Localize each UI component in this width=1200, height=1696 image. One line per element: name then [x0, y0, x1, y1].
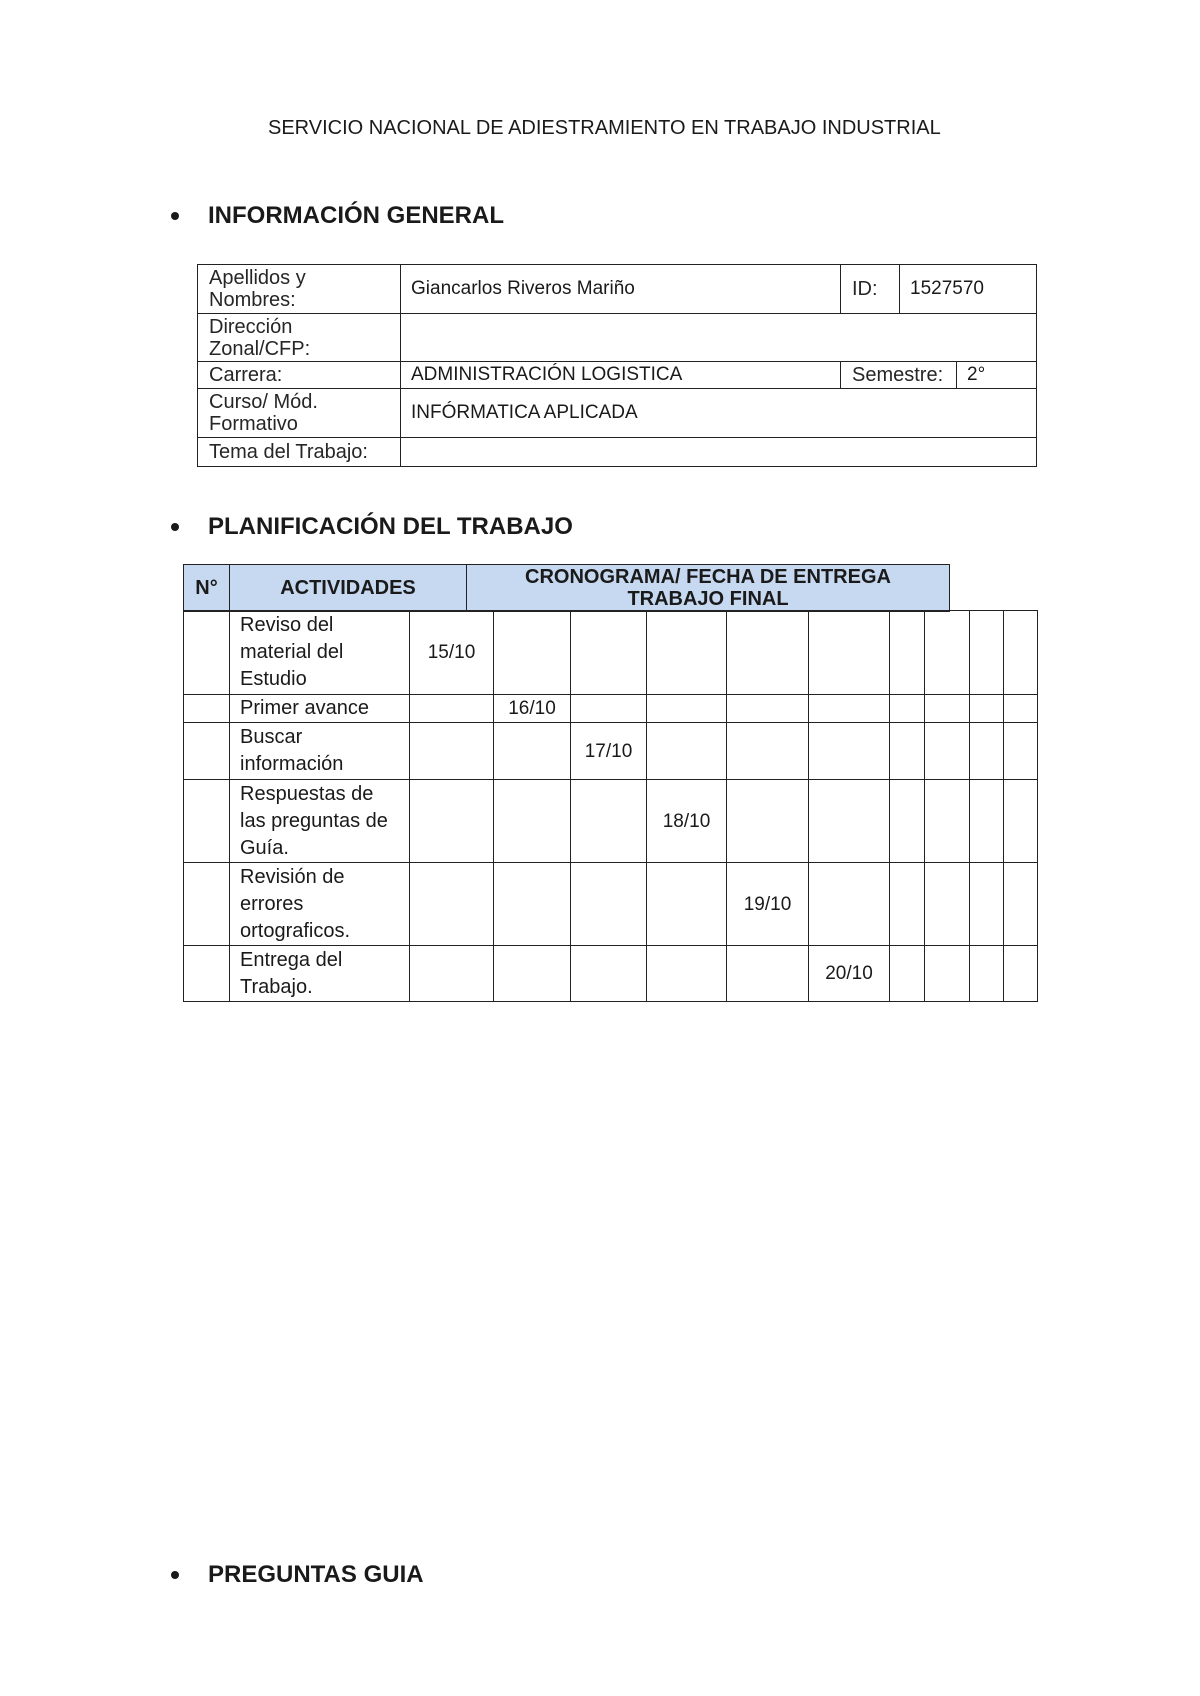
- empty-date-cell: [571, 946, 647, 1002]
- row-number-cell: [184, 611, 230, 695]
- empty-date-cell: [727, 946, 809, 1002]
- empty-date-cell: [925, 863, 970, 946]
- activity-cell: [230, 863, 410, 946]
- general-info-heading: INFORMACIÓN GENERAL: [208, 202, 504, 229]
- course-row: [198, 389, 1037, 438]
- empty-date-cell: [925, 780, 970, 863]
- empty-date-cell: [494, 863, 571, 946]
- row-number-cell: [184, 695, 230, 723]
- empty-date-cell: [890, 695, 925, 723]
- bullet-icon: [171, 212, 179, 220]
- empty-date-cell: [970, 695, 1004, 723]
- schedule-header-row: [184, 565, 950, 612]
- empty-date-cell: [571, 863, 647, 946]
- timeline-column-header: [467, 565, 950, 612]
- empty-date-cell: [647, 946, 727, 1002]
- row-number-cell: [184, 723, 230, 780]
- activities-column-header: ACTIVIDADES: [230, 565, 467, 612]
- delivery-date-cell: 17/10: [571, 723, 647, 780]
- empty-date-cell: [970, 946, 1004, 1002]
- topic-label: Tema del Trabajo:: [198, 438, 401, 467]
- name-row: [198, 265, 1037, 314]
- activity-cell: [230, 780, 410, 863]
- zonal-value: [401, 314, 1037, 362]
- empty-date-cell: [727, 780, 809, 863]
- empty-date-cell: [890, 946, 925, 1002]
- topic-row: [198, 438, 1037, 467]
- empty-date-cell: [809, 863, 890, 946]
- activity-cell: [230, 946, 410, 1002]
- activity-name: Respuestas de las preguntas de Guía.: [240, 782, 388, 859]
- id-label: ID:: [841, 265, 900, 314]
- empty-date-cell: [809, 611, 890, 695]
- career-value: ADMINISTRACIÓN LOGISTICA: [401, 362, 841, 389]
- schedule-header: [183, 564, 950, 612]
- empty-date-cell: [925, 723, 970, 780]
- empty-date-cell: [571, 611, 647, 695]
- empty-date-cell: [925, 695, 970, 723]
- empty-date-cell: [970, 863, 1004, 946]
- career-row: [198, 362, 1037, 389]
- row-number-cell: [184, 863, 230, 946]
- semester-value: 2°: [957, 362, 1037, 389]
- timeline-header-text: CRONOGRAMA/ FECHA DE ENTREGA TRABAJO FINAL: [525, 566, 891, 610]
- bullet-icon: [171, 1571, 179, 1579]
- schedule-rows: [184, 611, 1038, 1002]
- empty-date-cell: [410, 780, 494, 863]
- empty-date-cell: [809, 723, 890, 780]
- empty-date-cell: [925, 611, 970, 695]
- guide-questions-heading: PREGUNTAS GUIA: [208, 1561, 424, 1588]
- empty-date-cell: [647, 695, 727, 723]
- empty-date-cell: [1004, 611, 1038, 695]
- activity-cell: [230, 695, 410, 723]
- course-label: Curso/ Mód. Formativo: [198, 389, 401, 438]
- delivery-date-cell: 19/10: [727, 863, 809, 946]
- empty-date-cell: [890, 611, 925, 695]
- planning-heading: PLANIFICACIÓN DEL TRABAJO: [208, 513, 573, 540]
- empty-date-cell: [890, 863, 925, 946]
- activity-name: Reviso del material del Estudio: [240, 614, 344, 690]
- topic-value: [401, 438, 1037, 467]
- id-value: 1527570: [900, 265, 1037, 314]
- number-column-header: N°: [184, 565, 230, 612]
- empty-date-cell: [494, 946, 571, 1002]
- name-label: Apellidos y Nombres:: [198, 265, 401, 314]
- schedule-row: [184, 946, 1038, 1002]
- course-value: INFÓRMATICA APLICADA: [401, 389, 1037, 438]
- activity-name: Buscar información: [240, 726, 344, 775]
- career-label: Carrera:: [198, 362, 401, 389]
- empty-date-cell: [727, 695, 809, 723]
- delivery-date-cell: 18/10: [647, 780, 727, 863]
- schedule-row: [184, 611, 1038, 695]
- delivery-date-cell: 15/10: [410, 611, 494, 695]
- delivery-date-cell: 16/10: [494, 695, 571, 723]
- name-value: Giancarlos Riveros Mariño: [401, 265, 841, 314]
- empty-date-cell: [970, 780, 1004, 863]
- empty-date-cell: [890, 780, 925, 863]
- empty-date-cell: [1004, 946, 1038, 1002]
- empty-date-cell: [809, 695, 890, 723]
- schedule-row: [184, 780, 1038, 863]
- row-number-cell: [184, 780, 230, 863]
- zonal-row: [198, 314, 1037, 362]
- activity-name: Entrega del Trabajo.: [240, 948, 343, 998]
- activity-name: Primer avance: [240, 697, 369, 719]
- empty-date-cell: [494, 780, 571, 863]
- zonal-label: Dirección Zonal/CFP:: [198, 314, 401, 362]
- empty-date-cell: [494, 611, 571, 695]
- delivery-date-cell: 20/10: [809, 946, 890, 1002]
- bullet-icon: [171, 523, 179, 531]
- empty-date-cell: [571, 695, 647, 723]
- empty-date-cell: [970, 723, 1004, 780]
- schedule-row: [184, 723, 1038, 780]
- empty-date-cell: [727, 611, 809, 695]
- empty-date-cell: [647, 723, 727, 780]
- general-info-table: [197, 264, 1037, 467]
- empty-date-cell: [571, 780, 647, 863]
- activity-cell: [230, 723, 410, 780]
- activity-cell: [230, 611, 410, 695]
- empty-date-cell: [647, 611, 727, 695]
- empty-date-cell: [1004, 863, 1038, 946]
- empty-date-cell: [1004, 695, 1038, 723]
- empty-date-cell: [1004, 723, 1038, 780]
- activity-name: Revisión de errores ortograficos.: [240, 865, 351, 942]
- empty-date-cell: [494, 723, 571, 780]
- schedule-row: [184, 863, 1038, 946]
- empty-date-cell: [410, 723, 494, 780]
- empty-date-cell: [410, 695, 494, 723]
- empty-date-cell: [410, 946, 494, 1002]
- institution-title: SERVICIO NACIONAL DE ADIESTRAMIENTO EN TRABAJO INDUSTRIAL: [268, 117, 941, 139]
- empty-date-cell: [410, 863, 494, 946]
- empty-date-cell: [727, 723, 809, 780]
- empty-date-cell: [970, 611, 1004, 695]
- schedule-table: [183, 610, 1038, 1002]
- schedule-row: [184, 695, 1038, 723]
- empty-date-cell: [647, 863, 727, 946]
- empty-date-cell: [890, 723, 925, 780]
- empty-date-cell: [809, 780, 890, 863]
- semester-label: Semestre:: [841, 362, 957, 389]
- empty-date-cell: [925, 946, 970, 1002]
- empty-date-cell: [1004, 780, 1038, 863]
- row-number-cell: [184, 946, 230, 1002]
